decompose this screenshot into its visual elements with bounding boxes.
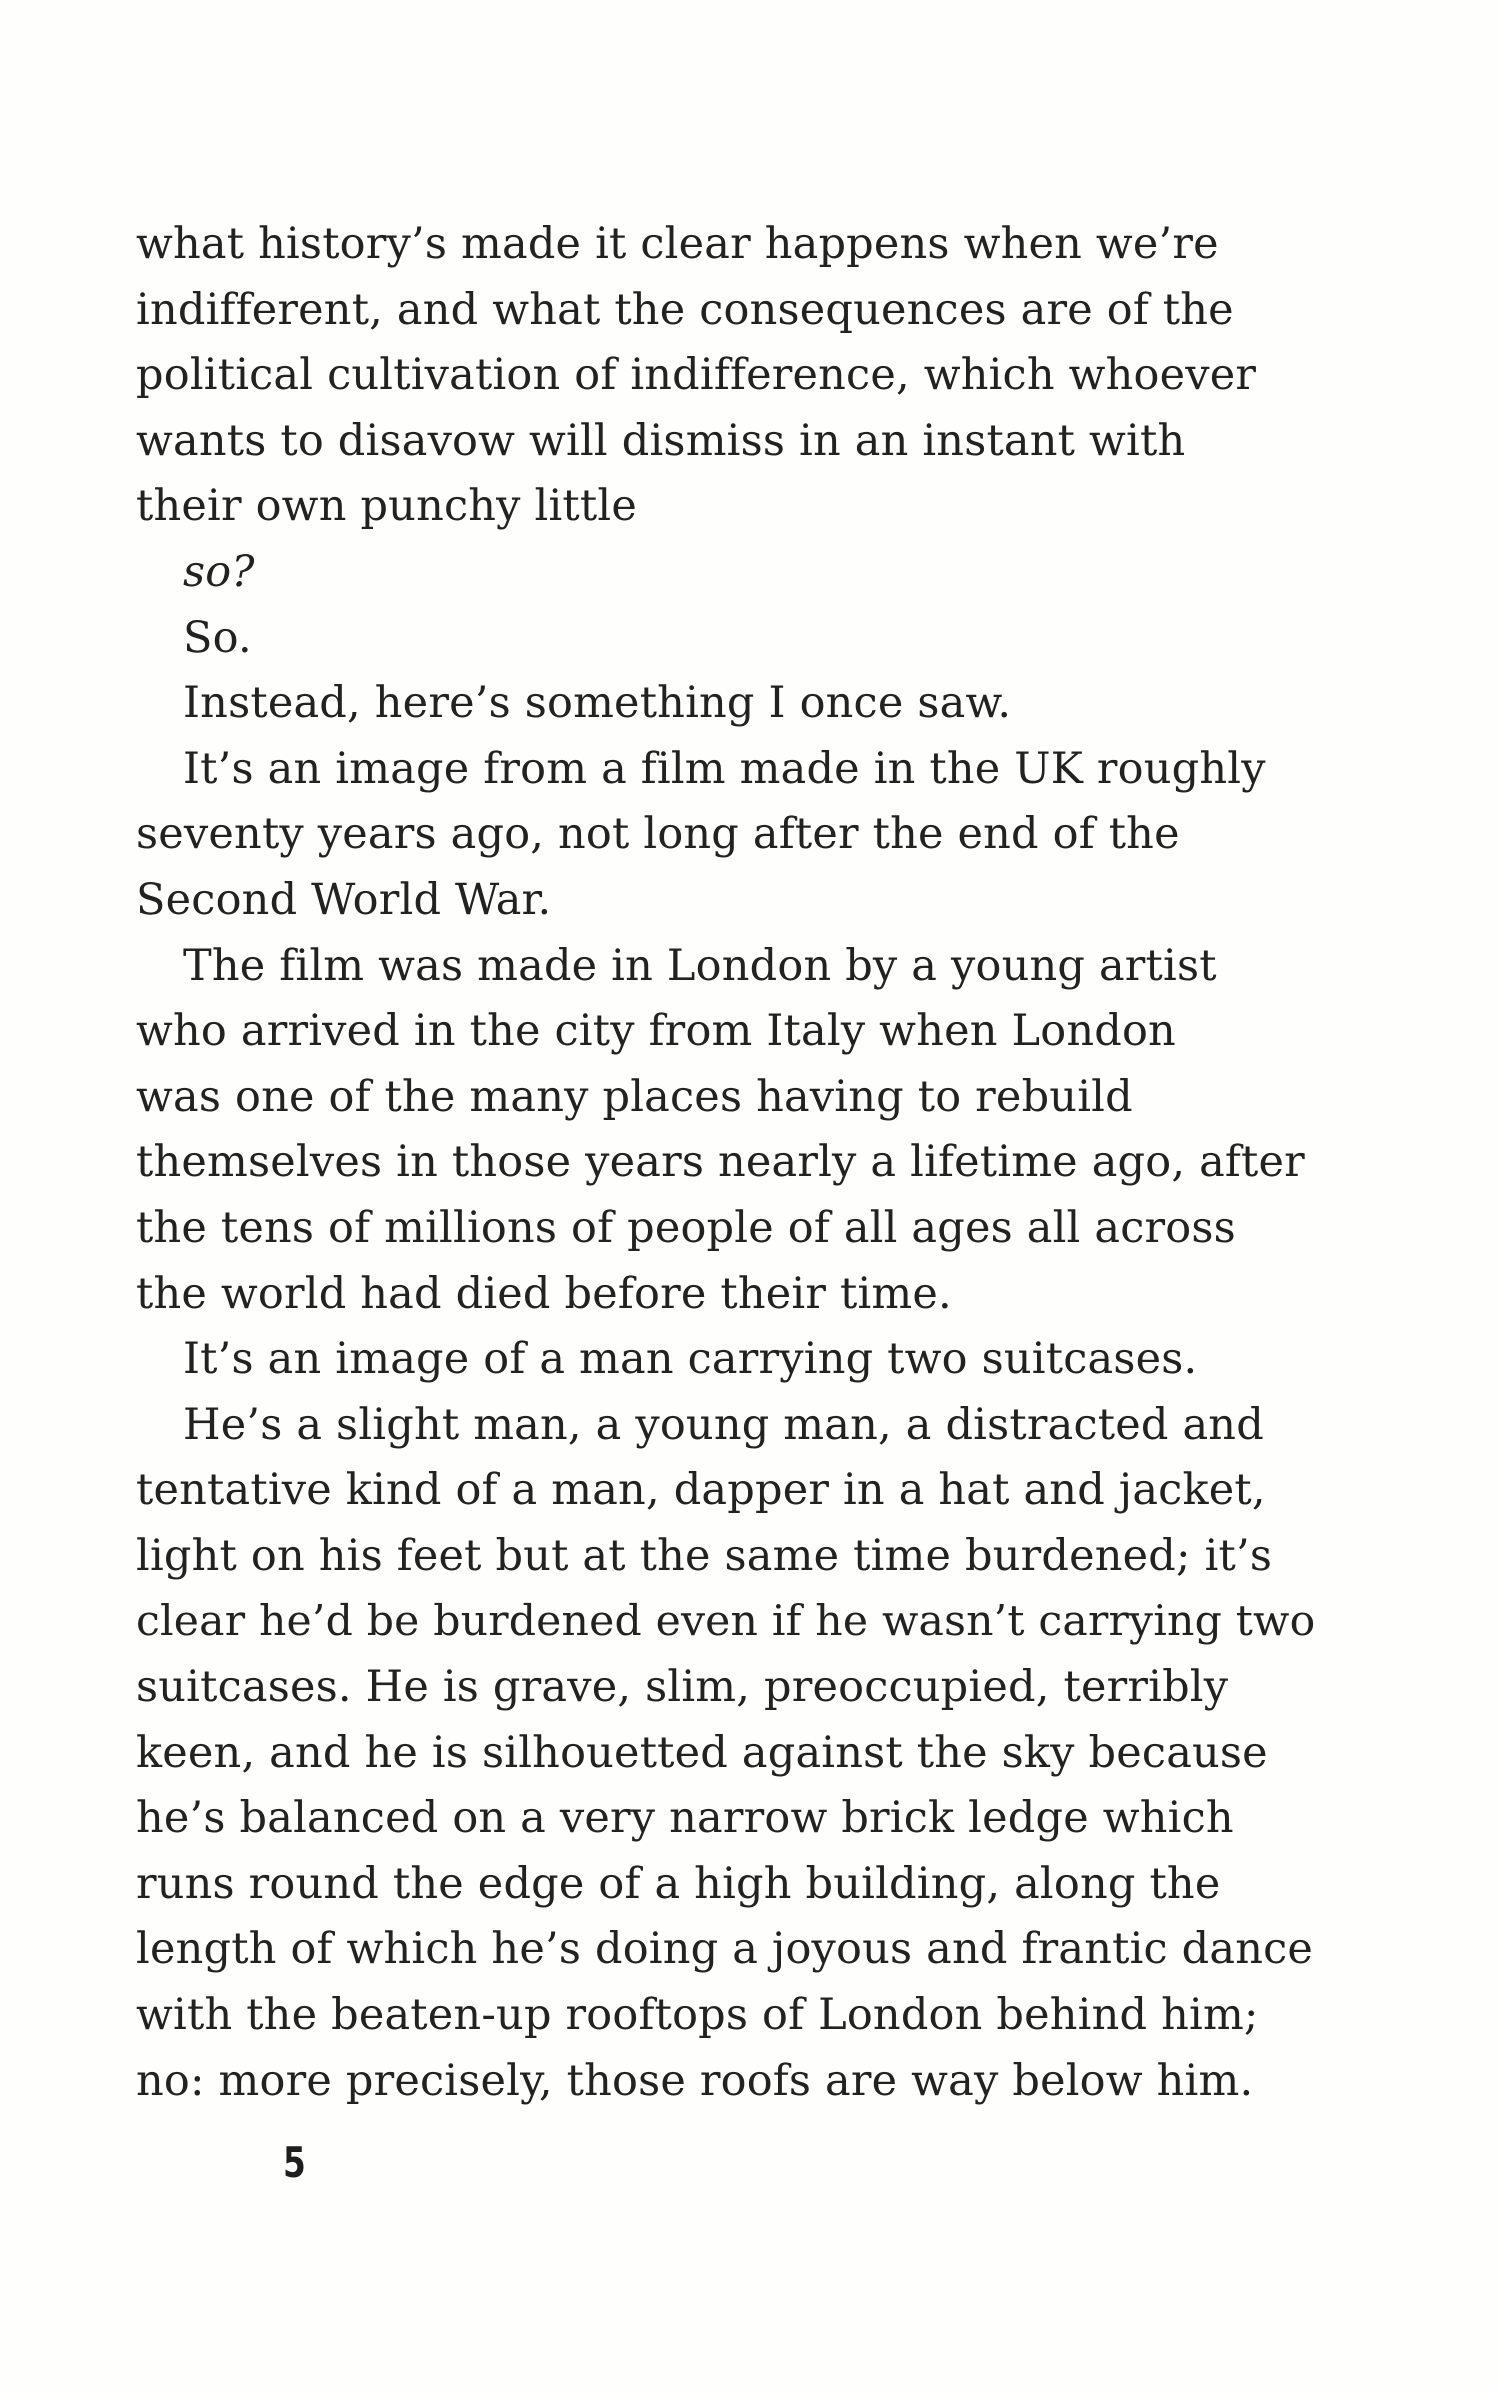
text-line: the tens of millions of people of all ages all across <box>136 1202 1236 1253</box>
text-line: indifferent, and what the consequences are of the <box>136 284 1234 335</box>
text-line: runs round the edge of a high building, along the <box>136 1858 1221 1909</box>
text-line: Instead, here’s something I once saw. <box>183 678 1012 729</box>
text-line: wants to disavow will dismiss in an instant with <box>136 415 1186 466</box>
text-line: So. <box>183 612 252 663</box>
text-line: themselves in those years nearly a lifetime ago, after <box>136 1137 1305 1188</box>
text-line: he’s balanced on a very narrow brick ledge which <box>136 1793 1234 1844</box>
text-line: light on his feet but at the same time burdened; it’s <box>136 1530 1273 1581</box>
text-line: no: more precisely, those roofs are way below him. <box>136 2055 1254 2106</box>
page-number: 5 <box>283 2138 306 2187</box>
text-line: seventy years ago, not long after the end of the <box>136 809 1180 860</box>
text-line: It’s an image of a man carrying two suitcases. <box>183 1334 1198 1385</box>
text-line: what history’s made it clear happens when we’re <box>136 219 1219 269</box>
text-line: suitcases. He is grave, slim, preoccupied, terribly <box>136 1662 1229 1713</box>
text-line: tentative kind of a man, dapper in a hat and jacket, <box>136 1465 1266 1516</box>
text-line: was one of the many places having to rebuild <box>136 1071 1133 1122</box>
text-line: It’s an image from a film made in the UK roughly <box>183 743 1266 794</box>
text-line: the world had died before their time. <box>136 1268 952 1319</box>
text-line: with the beaten-up rooftops of London behind him; <box>136 1990 1259 2041</box>
text-line: He’s a slight man, a young man, a distracted and <box>183 1399 1264 1450</box>
text-line: Second World War. <box>136 874 552 925</box>
text-line: The film was made in London by a young artist <box>183 940 1217 991</box>
text-line: their own punchy little <box>136 481 637 532</box>
text-line: so? <box>183 546 255 597</box>
text-line: keen, and he is silhouetted against the sky because <box>136 1727 1268 1778</box>
body-text <box>136 212 1316 2114</box>
text-line: length of which he’s doing a joyous and frantic dance <box>136 1924 1314 1975</box>
text-line: political cultivation of indifference, which whoever <box>136 350 1257 401</box>
text-line: who arrived in the city from Italy when London <box>136 1006 1176 1057</box>
text-line: clear he’d be burdened even if he wasn’t carrying two <box>136 1597 1316 1647</box>
